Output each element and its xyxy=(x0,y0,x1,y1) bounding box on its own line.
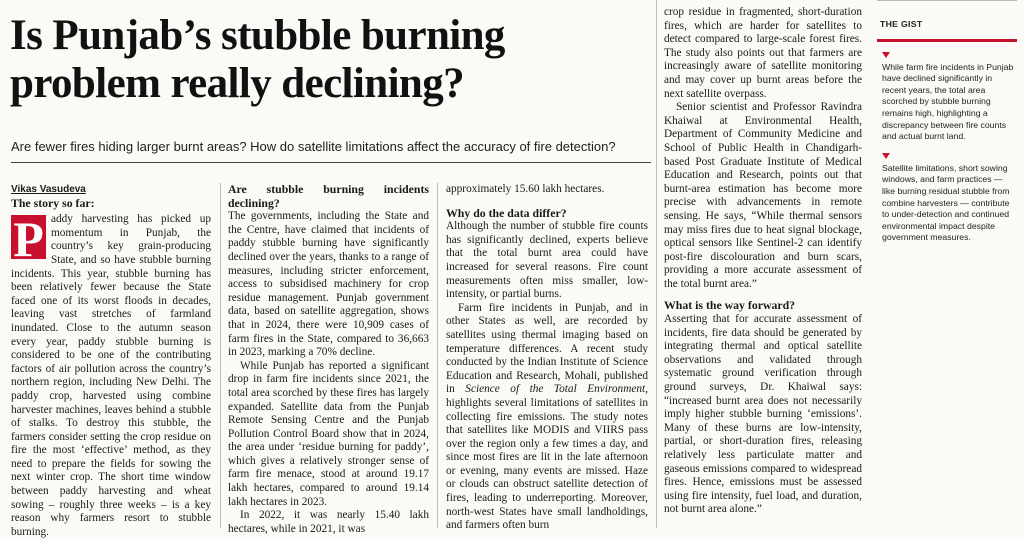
paragraph-text: addy harvesting has picked up momentum in Punjab, the country’s key grain-producing State, and so have stubble burning incidents. This year, stubble burning has been relatively fewer because the State faced one of its worst floods in decades, leaving vast stretches of farmland inundated. Close to the autumn season every year, paddy stubble burning is considered to be one of the contributing factors of air pollution across the country’s northern region, including New Delhi. The paddy crop, harvested using combine harvester machines, leaves behind a stubble of stalks. To destroy this stubble, the farmers consider setting the crop residue on fire the most ‘effective’ method, as they need to prepare the fields for sowing the next winter crop. The short time window between paddy harvesting and wheat sowing – roughly three weeks – is a key reason why farmers resort to stubble burning. xyxy=(11,213,211,538)
paragraph: In 2022, it was nearly 15.40 lakh hectares, while in 2021, it was xyxy=(228,509,429,535)
deck: Are fewer fires hiding larger burnt areas? How do satellite limitations affect the accuracy of fire detection? xyxy=(11,139,616,154)
gist-title: THE GIST xyxy=(880,19,923,29)
paragraph: While Punjab has reported a significant drop in farm fire incidents since 2021, the total area scorched by these fires has largely expanded. Satellite data from the Punjab Remote Sensing Centre and the Punjab Pollution Control Board show that in 2024, the area under ‘residue burning for paddy’, which gives a relatively stronger sense of farm fire menace, stood at around 19.17 lakh hectares, compared to around 19.14 lakh hectares in 2023. xyxy=(228,359,429,508)
gist-sidebar xyxy=(877,0,1017,244)
gist-title-bar xyxy=(877,39,1017,42)
bullet-triangle-icon xyxy=(882,153,890,159)
paragraph xyxy=(11,213,211,539)
column-1 xyxy=(11,183,211,539)
paragraph: Senior scientist and Professor Ravindra Khaiwal at Environmental Health, Department of Community Medicine and School of Public Health in Chandigarh-based Post Graduate Institute of Medical Education and Research, points out that burnt-area estimation has become more precise with advancements in remote sensing. He says, “While thermal sensors may miss fires due to heat signal blockage, optical sensors like Sentinel-2 can identify post-fire discolouration and burn scars, providing a more accurate assessment of the total burnt area.” xyxy=(664,101,862,290)
section-heading-story: The story so far: xyxy=(11,195,95,210)
deck-rule xyxy=(11,162,651,163)
paragraph xyxy=(446,302,648,533)
column-4 xyxy=(664,6,862,517)
gist-point: Satellite limitations, short sowing windows, and farm practices — like burning residual stubble from combine harvesters — contribute to under-detection and continued environmental impact despite government measures. xyxy=(882,162,1010,243)
dropcap: P xyxy=(11,215,46,259)
column-divider xyxy=(656,0,657,528)
headline: Is Punjab’s stubble burning problem really declining? xyxy=(10,12,505,107)
section-heading-way-forward: What is the way forward? xyxy=(664,298,796,313)
gist-top-rule xyxy=(877,0,1017,1)
section-heading-data-differ: Why do the data differ? xyxy=(446,205,567,220)
paragraph: crop residue in fragmented, short-duration fires, which are harder for satellites to detect compared to large-scale forest fires. The study also points out that farmers are increasingly aware of satellite monitoring and may cover up burnt areas before the next satellite overpass. xyxy=(664,6,862,100)
column-3 xyxy=(446,183,648,533)
paragraph-text: , highlights several limitations of satellites in collecting fire emissions. The study notes that satellites like MODIS and VIIRS pass over the region only a few times a day, and since most fires are lit in the late afternoon or evening, many events are missed. Haze or clouds can obstruct satellite detection of fires, leading to underreporting. Moreover, north-west States have small landholdings, and farmers often burn xyxy=(446,383,648,532)
paragraph: approximately 15.60 lakh hectares. xyxy=(446,183,605,195)
bullet-triangle-icon xyxy=(882,52,890,58)
column-divider xyxy=(220,183,221,528)
paragraph: Although the number of stubble fire counts has significantly declined, experts believe that the total burnt area could have increased for several reasons. Fire count measurements often miss smaller, low-intensity, or partial burns. xyxy=(446,220,648,301)
byline: Vikas Vasudeva xyxy=(11,184,86,195)
column-2 xyxy=(228,183,429,536)
column-divider xyxy=(437,183,438,528)
journal-title: Science of the Total Environment xyxy=(465,383,646,396)
paragraph-text: Farm fire incidents in Punjab, and in other States as well, are recorded by satellites using thermal imaging based on temperature differences. A recent study conducted by the Indian Institute of Science Education and Research, Mohali, published in xyxy=(446,301,648,396)
gist-point: While farm fire incidents in Punjab have declined significantly in recent years, the total area scorched by stubble burning remains high, highlighting a discrepancy between fire counts and actual burnt land. xyxy=(882,61,1014,142)
paragraph: The governments, including the State and the Centre, have claimed that incidents of paddy stubble burning have significantly declined over the years, thanks to a range of measures, including stricter enforcement, access to subsidised machinery for crop residue management. Punjab government data, based on satellite aggregation, shows that in 2024, there were 10,909 cases of farm fires in the State, compared to 36,663 in 2023, marking a 70% decline. xyxy=(228,210,429,359)
section-heading-declining: Are stubble burning incidents declining? xyxy=(228,182,429,210)
paragraph: Asserting that for accurate assessment of incidents, fire data should be generated by integrating thermal and optical satellite observations and validated through systematic ground verification through ground surveys, Dr. Khaiwal says: “increased burnt area does not necessarily imply higher stubble burning ‘emissions’. Many of these burns are low-intensity, partial, or short-duration fires, releasing relatively less particulate matter and gaseous emissions compared to widespread fires. Hence, emissions must be assessed using fire intensity, fuel load, and duration, not burnt area alone.” xyxy=(664,313,862,516)
